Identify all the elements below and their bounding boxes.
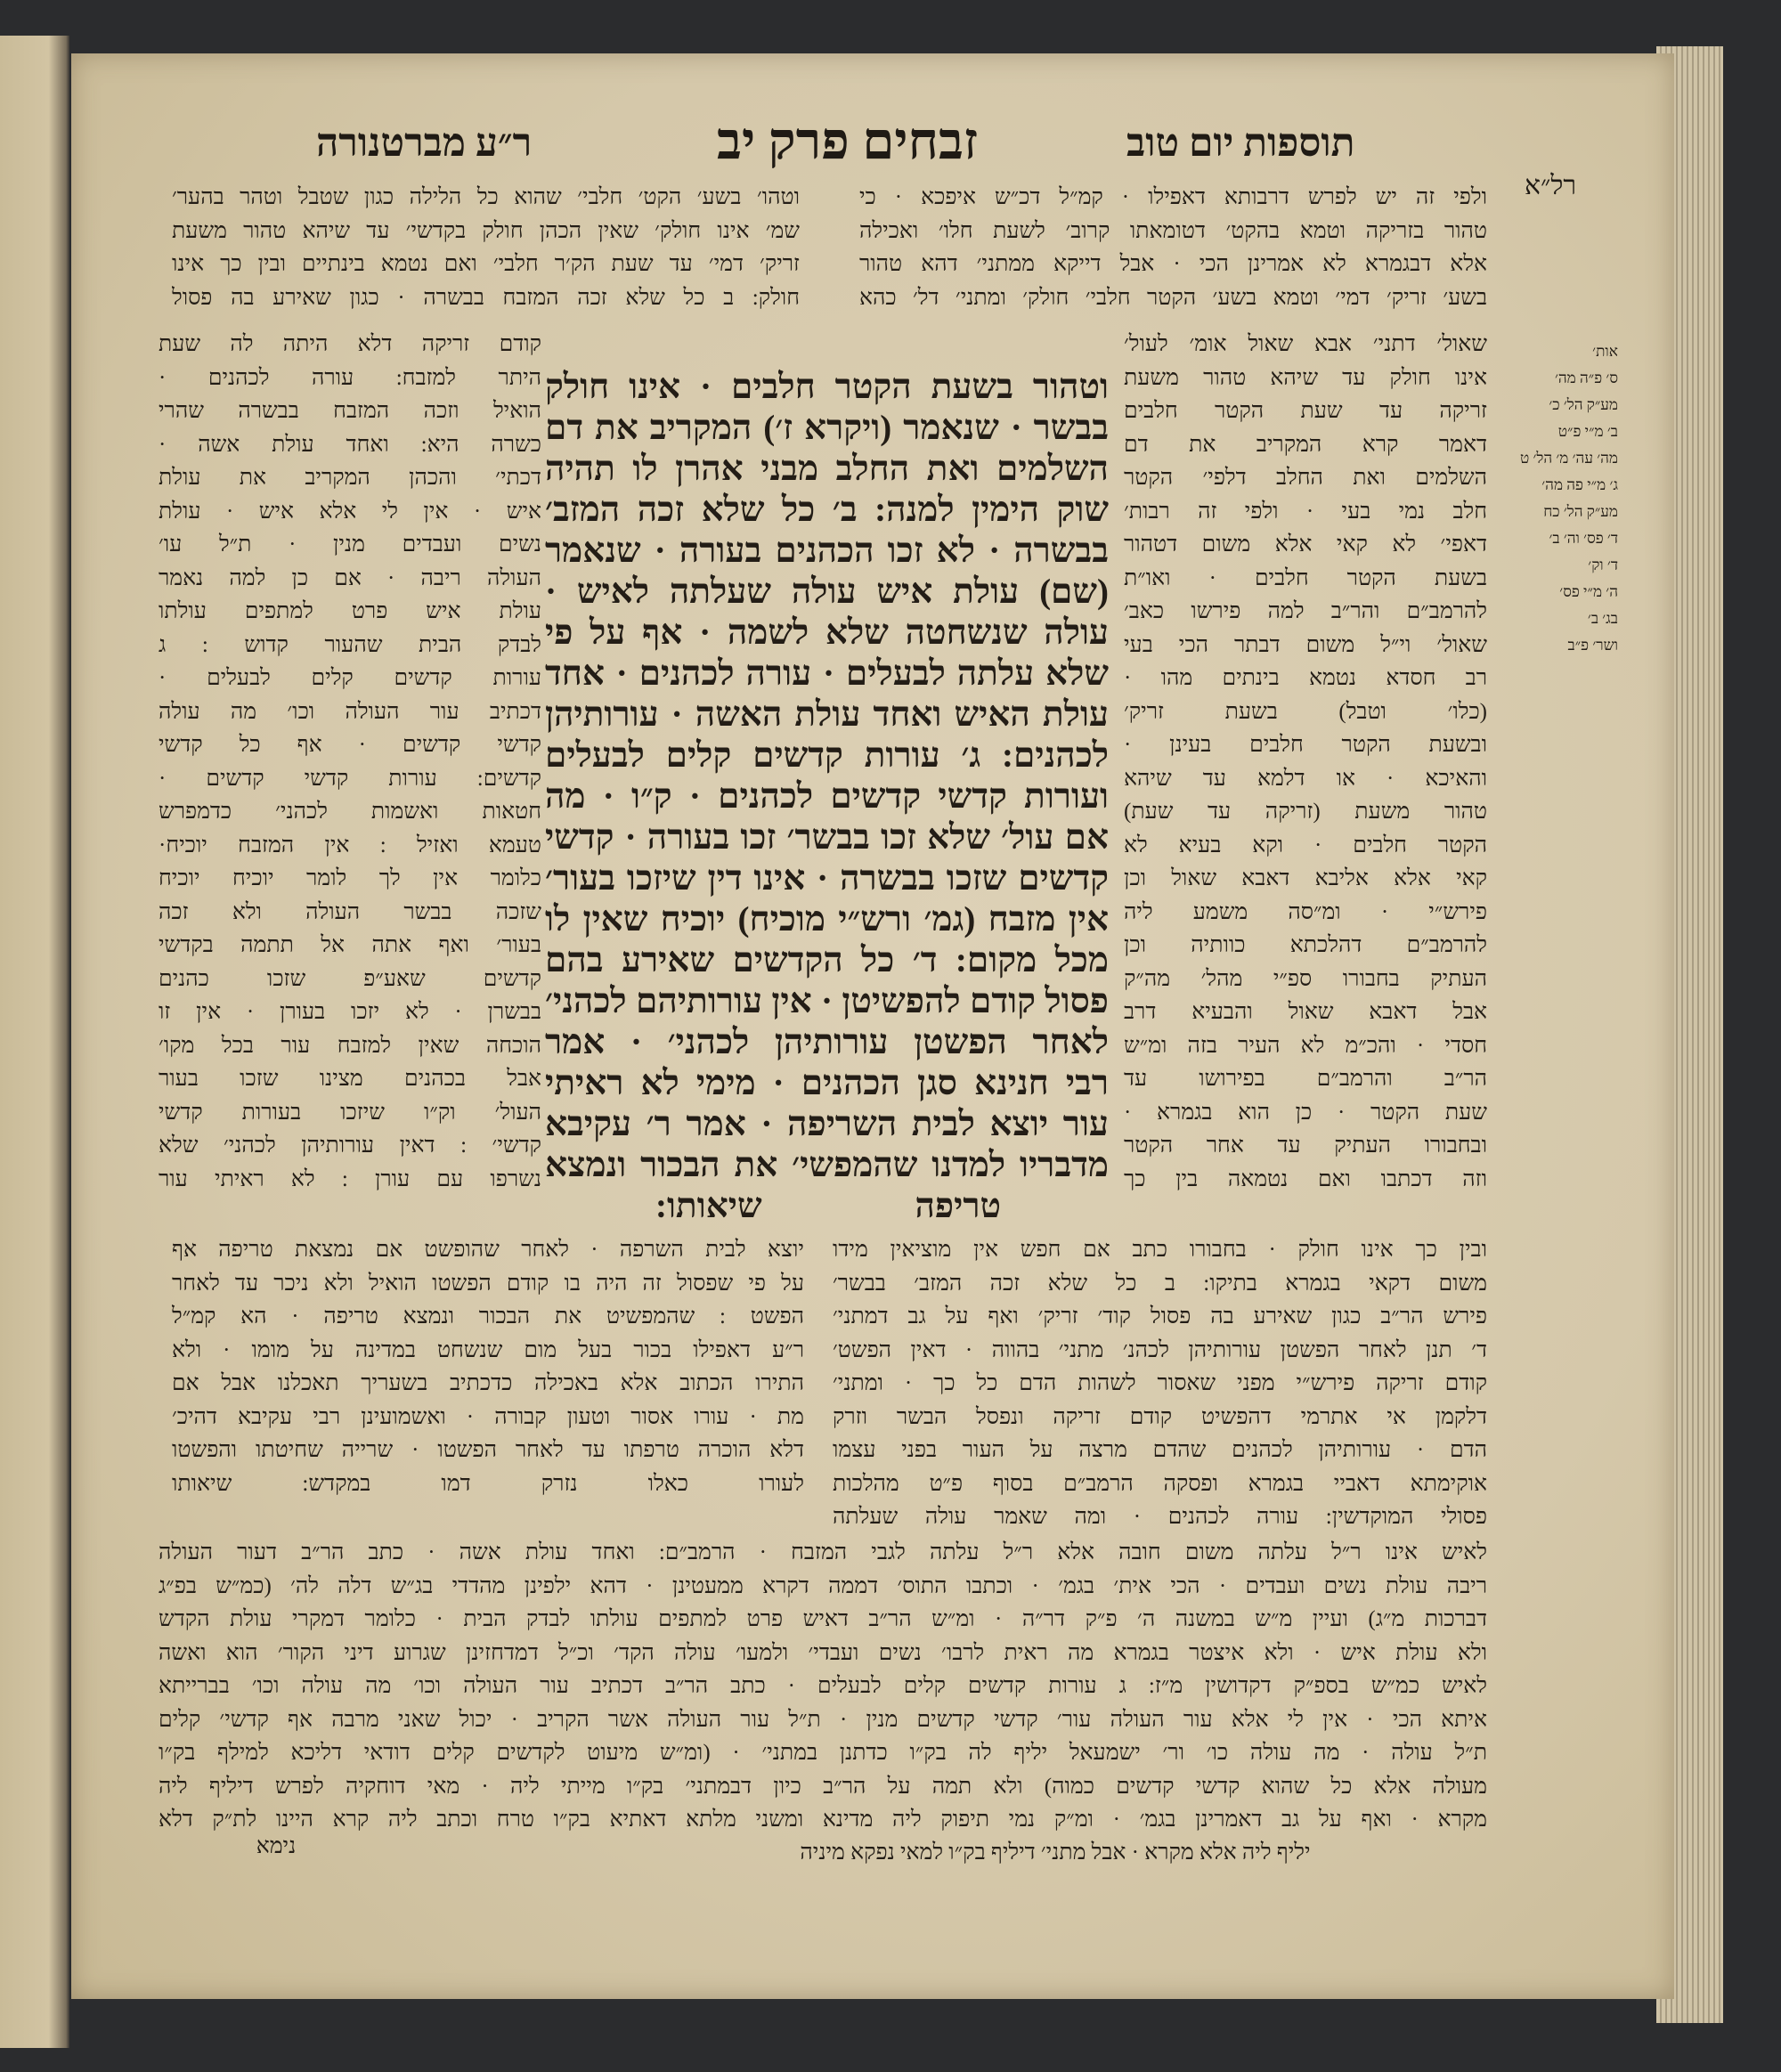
bart-top-line: זריק׳ דמי׳ עד שעת הק׳ר חלבי׳ ואם נטמא בינתיים ובין כך אינו [172,252,800,276]
tyt-bottom-line: ובין כך אינו חולק · בחבורו כתב אם חפש אין מוציאין מידו [833,1238,1487,1262]
tyt-full-line: דברכות מ״ג) ועיין מ״ש במשנה ה׳ פ״ק דר״ה · ומ״ש הר״ב דאיש פרט למתפים עולתו לבדק הבית · כלומר דמקרי עולת הקדש [159,1607,1487,1631]
tyt-bottom-line: משום דקאי בגמרא בתיקו: ב כל שלא זכה המזב׳ בבשר׳ [833,1271,1487,1296]
margin-line: ה׳ מ״י פס׳ [1559,583,1618,600]
mishnah-line: עולת האיש ואחד עולת האשה · עורותיהן [545,695,1109,734]
tyt-col-line: שאול׳ וי״ל משום דבתר הכי בעי [1124,632,1487,657]
tyt-col-line: העתיק בחבורו ספ״י מהל׳ מה״ק [1124,966,1487,991]
bart-bottom-line: על פי שפסול זה היה בו קודם הפשטו הואיל ולא ניכר עד לאחר [172,1271,804,1296]
mishnah-line: קדשים שזכו בבשרה · אינו דין שיזכו בעור׳ [545,859,1109,898]
mishnah-line: בבשרה · לא זכו הכהנים בעורה · שנאמר [545,532,1109,570]
bart-col-line: שזכה בבשר העולה ולא זכה [159,899,541,924]
bart-col-line: הואיל וזכה המזבח בבשרה שהרי [159,399,541,423]
tyt-top-line: בשע׳ זריק׳ דמי׳ וטמא בשע׳ הקטר חלבי׳ חולק׳ ומתני׳ דל׳ כהא [859,285,1487,310]
tyt-col-line: שעת הקטר · כן הוא בגמרא · [1124,1100,1487,1125]
tyt-col-line: קאי אלא אליבא דאבא שאול וכן [1124,866,1487,890]
tyt-full-line: ריבה עולת נשים ועבדים · הכי אית׳ בגמ׳ · וכתבו התוס׳ דממה דקרא ממעטינן · דהא ילפינן מהדדי בג״ש דלה לה׳ (כמ״ש בפ״ג [159,1573,1487,1598]
bart-top-line: שמ׳ אינו חולק׳ שאין הכהן חולק בקדשי׳ עד שיהא טהור משעת [172,218,800,243]
bart-top-line: וטהו׳ בשע׳ הקט׳ חלבי׳ שהוא כל הלילה כגון שטבל וטהר בהער׳ [172,185,800,209]
bart-col-line: קדשים שאע״פ שזכו כהנים [159,966,541,991]
margin-line: מע״ק הל׳ כ׳ [1549,396,1618,413]
bart-col-line: כשרה היא: ואחד עולת אשה · [159,432,541,457]
tyt-col-line: להרמב״ם והר״ב למה פירשו כאב׳ [1124,599,1487,623]
bart-col-line: קדשי׳ : דאין עורותיהן לכהני׳ שלא [159,1134,541,1158]
bart-col-line: קודם זריקה דלא היתה לה שעת [159,332,541,356]
mishnah-line: וטהור בשעת הקטר חלבים · אינו חולק [545,368,1109,406]
mishnah-line: שלא עלתה לבעלים · עורה לכהנים · אחד [545,654,1109,693]
tyt-bottom-line: קודם זריקה פירש״י מפני שאסור לשהות הדם כל כך · ומתני׳ [833,1371,1487,1395]
tyt-col-line: דאמר קרא המקריב את דם [1124,432,1487,457]
bart-col-line: עורות קדשים קלים לבעלים · [159,666,541,690]
margin-line: מה׳ עה׳ מ׳ הל׳ ט [1519,450,1618,467]
tyt-bottom-line: הדם · עורותיהן לכהנים שהדם מרצה על העור בפני עצמו [833,1438,1487,1462]
mishnah-line: עולה שנשחטה שלא לשמה · אף על פי [545,613,1109,652]
tyt-bottom-line: אוקימתא דאביי בגמרא ופסקה הרמב״ם בסוף פ״ט מהלכות [833,1471,1487,1496]
tyt-col-line: רב חסדא נטמא בינתים מהו · [1124,666,1487,690]
bart-col-line: היתר למזבח: עורה לכהנים · [159,365,541,390]
tyt-col-line: ובשעת הקטר חלבים בעינן · [1124,733,1487,757]
margin-line: ד׳ וק׳ [1588,557,1618,573]
tyt-top-line: אלא דבגמרא לא אמרינן הכי · אבל דייקא ממתני׳ דהא טהור [859,252,1487,276]
mishnah-line: פסול קודם להפשיטן · אין עורותיהם לכהני׳ [545,982,1109,1020]
tyt-col-line: הקטר חלבים · וקא בעיא לא [1124,833,1487,857]
bart-col-line: קדשי קדשים · אף כל קדשי [159,733,541,757]
mishnah-line: עור יוצא לבית השריפה · אמר ר׳ עקיבא [545,1105,1109,1143]
tyt-col-line: וזה דכתבו ואם נטמאה בין כך [1124,1166,1487,1191]
tosafot-top-block [859,181,1487,314]
tyt-top-line: טהור בזריקה וטמא בהקט׳ דטומאתו קרוב׳ לשעת חלו׳ ואכילה [859,218,1487,243]
header-tractate-chapter: זבחים פרק יב [717,112,979,170]
mishnah-line: לאחר הפשטן עורותיהן לכהני׳ · אמר [545,1023,1109,1061]
tyt-bottom-line: ד׳ תנן לאחר הפשטן עורותיהן לכהנ׳ מתני׳ בהווה · דאין הפשט׳ [833,1337,1487,1362]
bart-col-line: נשרפו עם עורן : לא ראיתי עור [159,1166,541,1191]
tyt-col-line: בשעת הקטר חלבים · ואו״ת [1124,565,1487,590]
mishnah-line: ועורות קדשי קדשים לכהנים · ק״ו · מה [545,777,1109,816]
mishnah-line: אם עול׳ שלא זכו בבשר׳ זכו בעורה · קדשי [545,818,1109,857]
tyt-bottom-line: פסולי המוקדשין: עורה לכהנים · ומה שאמר עולה שעלתה [833,1505,1487,1529]
mishnah-line: השלמים ואת החלב מבני אהרן לו תהיה [545,450,1109,488]
tosafot-column [1124,328,1487,1196]
bart-col-line: דכתיב עור העולה וכו׳ מה עולה [159,699,541,724]
tyt-full-line: ולא עולת איש · ולא איצטר בגמרא מה ראית לרבו׳ נשים ועבדי׳ ולמעו׳ עולה הקד׳ וכ״ל דמדחזינן שגרוע דיני הקור׳ הוא ואשה [159,1640,1487,1665]
tyt-col-line: דאפי׳ לא קאי אלא משום דטהור [1124,532,1487,557]
bart-bottom-line: הפשט : שהמפשיט את הבכור ונמצא טריפה · הא קמ״ל [172,1304,804,1329]
bart-col-line: העול׳ וק״ו שיזכו בעורות קדשי [159,1100,541,1125]
tyt-col-line: והאיכא · או דלמא עד שיהא [1124,766,1487,791]
mishnah-end-line: טריפה [915,1187,1002,1225]
tyt-col-line: להרמב״ם דהלכתא כוותיה וכן [1124,933,1487,957]
mishnah-line: אין מזבח (גמ׳ ורש״י מוכיח) יוכיח שאין לו [545,900,1109,938]
bart-bottom-line: מת · עורו אסור וטעון קבורה · ואשמועינן רבי עקיבא דהיכ׳ [172,1404,804,1429]
mishnah-line: לכהנים: ג׳ עורות קדשים קלים לבעלים [545,736,1109,775]
tyt-col-line: הר״ב והרמב״ם בפירושו עד [1124,1067,1487,1091]
tosafot-full-width [159,1536,1487,1837]
tyt-col-line: שאול׳ דתני׳ אבא שאול אומ׳ לעול׳ [1124,332,1487,356]
bart-col-line: בעור׳ ואף אתה אל תתמה בקדשי [159,933,541,957]
bart-col-line: לבדק הבית שהעור קדוש : ג [159,632,541,657]
tyt-col-line: השלמים ואת החלב דלפי׳ הקטר [1124,466,1487,490]
margin-line: ג׳ מ״י פה מה׳ [1541,476,1618,493]
tyt-bottom-line: פירש הר״ב כגון שאירע בה פסול קוד׳ זריק׳ ואף על גב דמתני׳ [833,1304,1487,1329]
bart-col-line: דכתי׳ והכהן המקריב את עולת [159,466,541,490]
tosafot-last-line [623,1836,1487,1870]
facing-page-edge [0,36,69,2048]
bart-bottom-line: דלא הוכרה טרפתו עד לאחר הפשטו · שרייה שחיטתו והפשטו [172,1438,804,1462]
bartenura-bottom-block [172,1233,804,1500]
bart-top-line: חולק: ב כל שלא זכה המזבח בבשרה · כגון שאירע בה פסול [172,285,800,310]
mishnah-end-line: שיאותו: [655,1187,762,1225]
catchword [232,1830,321,1864]
mishnah-line: מדבריו למדנו שהמפשי׳ את הבכור ונמצא [545,1146,1109,1184]
bart-bottom-line: ר״ע דאפילו בכור בעל מום שנשחט במדינה על מומו · ולא [172,1337,804,1362]
header-bartenura: ר״ע מברטנורה [316,121,533,165]
margin-line: ושר׳ פ״ב [1567,637,1618,654]
mishnah-ending [579,1186,1078,1227]
margin-line: מע״ק הל׳ כח [1543,503,1618,520]
folio-number: רל״א [1525,171,1577,200]
bart-col-line: נשים ועבדים מנין · ת״ל עו׳ [159,532,541,557]
tyt-col-line: זריקה עד שעת הקטר חלבים [1124,399,1487,423]
tyt-col-line: חסדי · והכ״מ לא העיר בזה ומ״ש [1124,1033,1487,1058]
margin-line: ס׳ פ״ה מה׳ [1554,370,1618,386]
bart-col-line: הוכחה שאין למזבח עור בכל מקו׳ [159,1033,541,1058]
tyt-col-line: חלב נמי בעי · ולפי זה רבות׳ [1124,499,1487,524]
tyt-full-line: לאיש אינו ר״ל עלתה משום חובה אלא ר״ל עלתה לגבי המזבח · הרמב״ם: ואחד עולת אשה · כתב הר״ב דעור העולה [159,1540,1487,1564]
tyt-col-line: ובחבורו העתיק עד אחר הקטר [1124,1134,1487,1158]
margin-line: ב׳ מ״י פ״ט [1557,423,1618,440]
bart-col-line: בבשרן · לא יזכו בעורן · אין זו [159,1000,541,1024]
tyt-full-line: מעולה אלא כל שהוא קדשי קדשים כמוה) ולא תמה על הר״ב כיון דבמתני׳ בק״ו מייתי ליה · מאי דוחקיה לפרש דיליף ליה [159,1774,1487,1799]
tyt-col-line: (כלו׳ וטבל) בשעת זריק׳ [1124,699,1487,724]
tyt-col-line: פירש״י · ומ״סה משמע ליה [1124,899,1487,924]
tyt-col-line: אינו חולק עד שיהא טהור משעת [1124,365,1487,390]
mishnah-line: שוק הימין למנה: ב׳ כל שלא זכה המזב׳ [545,491,1109,529]
mishnah-line: רבי חנינא סגן הכהנים · מימי לא ראיתי [545,1064,1109,1102]
bart-col-line: העולה ריבה · אם כן למה נאמר [159,565,541,590]
margin-line: ד׳ פס׳ וה׳ ב׳ [1549,530,1618,547]
catchword-line: נימא [256,1834,297,1858]
bart-col-line: חטאות ואשמות לכהני׳ כדמפרש [159,800,541,824]
tyt-col-line: אבל דאבא שאול והבעיא דרב [1124,1000,1487,1024]
tyt-full-line: ת״ל עולה · מה עולה כו׳ ור׳ ישמעאל יליף לה בק״ו כדתנן במתני׳ · (ומ״ש מיעוט לקדשים קלים דודאי דליכא למילף בק״ו [159,1741,1487,1765]
bart-col-line: טעמא ואזיל : אין המזבח יוכיח· [159,833,541,857]
header-tosafot-yom-tov: תוספות יום טוב [1126,121,1355,165]
tyt-full-line: מקרא · ואף על גב דאמרינן בגמ׳ · ומ״ק נמי תיפוק ליה מדינא ומשני מלתא דאתיא בק״ו טרח וכתב ליה קרא היינו לת״ק דלא [159,1808,1487,1832]
tyt-full-line: איתא הכי · אין לי אלא עור העולה עור׳ קדשי קדשים מנין · ת״ל עור העולה אשר הקריב · יכול שאני מרבה אף קדשי׳ קלים [159,1707,1487,1732]
bart-col-line: אבל בכהנים מצינו שזכו בעור [159,1067,541,1091]
tosafot-bottom-block [833,1233,1487,1534]
tyt-top-line: ולפי זה יש לפרש דרבותא דאפילו · קמ״ל דכ״ש איפכא · כי [859,185,1487,209]
bart-bottom-line: לעורו כאלו נזרק דמו במקדש: שיאותו [172,1471,804,1496]
margin-references [1498,338,1618,659]
bart-bottom-line: יוצא לבית השרפה · לאחר שהופשט אם נמצאת טריפה אף [172,1238,804,1262]
bartenura-top-block [172,181,800,314]
tyt-last-line: יליף ליה אלא מקרא · אבל מתני׳ דיליף בק״ו למאי נפקא מיניה [800,1840,1311,1865]
margin-line: בג׳ ב׳ [1587,610,1618,627]
mishnah-line: בבשר · שנאמר (ויקרא ז׳) המקריב את דם [545,409,1109,447]
bartenura-column [159,328,541,1196]
mishnah-line: מכל מקום: ד׳ כל הקדשים שאירע בהם [545,941,1109,979]
bart-col-line: עולת איש פרט למתפים עולתו [159,599,541,623]
tyt-col-line: טהור משעת (זריקה עד שעת) [1124,800,1487,824]
tyt-bottom-line: דלקמן אי אתרמי דהפשיט קודם זריקה ונפסל הבשר וזרק [833,1404,1487,1429]
tyt-full-line: לאיש כמ״ש בספ״ק דקדושין מ״ז: ג עורות קדשים קלים לבעלים · כתב הר״ב דכתיב עור העולה וכו׳ מה עולה וכו׳ בברייתא [159,1674,1487,1698]
margin-line: אות׳ [1592,343,1618,360]
bart-col-line: קדשים: עורות קדשי קדשים · [159,766,541,791]
mishnah-text [545,367,1109,1186]
bart-col-line: כלומר אין לך לומר יוכיח יוכיח [159,866,541,890]
bart-bottom-line: התירו הכתוב אלא באכילה כדכתיב בשעריך תאכלנו אבל אם [172,1371,804,1395]
bart-col-line: איש · אין לי אלא איש · עולת [159,499,541,524]
mishnah-line: (שם) עולת איש עולה שעלתה לאיש · [545,573,1109,611]
